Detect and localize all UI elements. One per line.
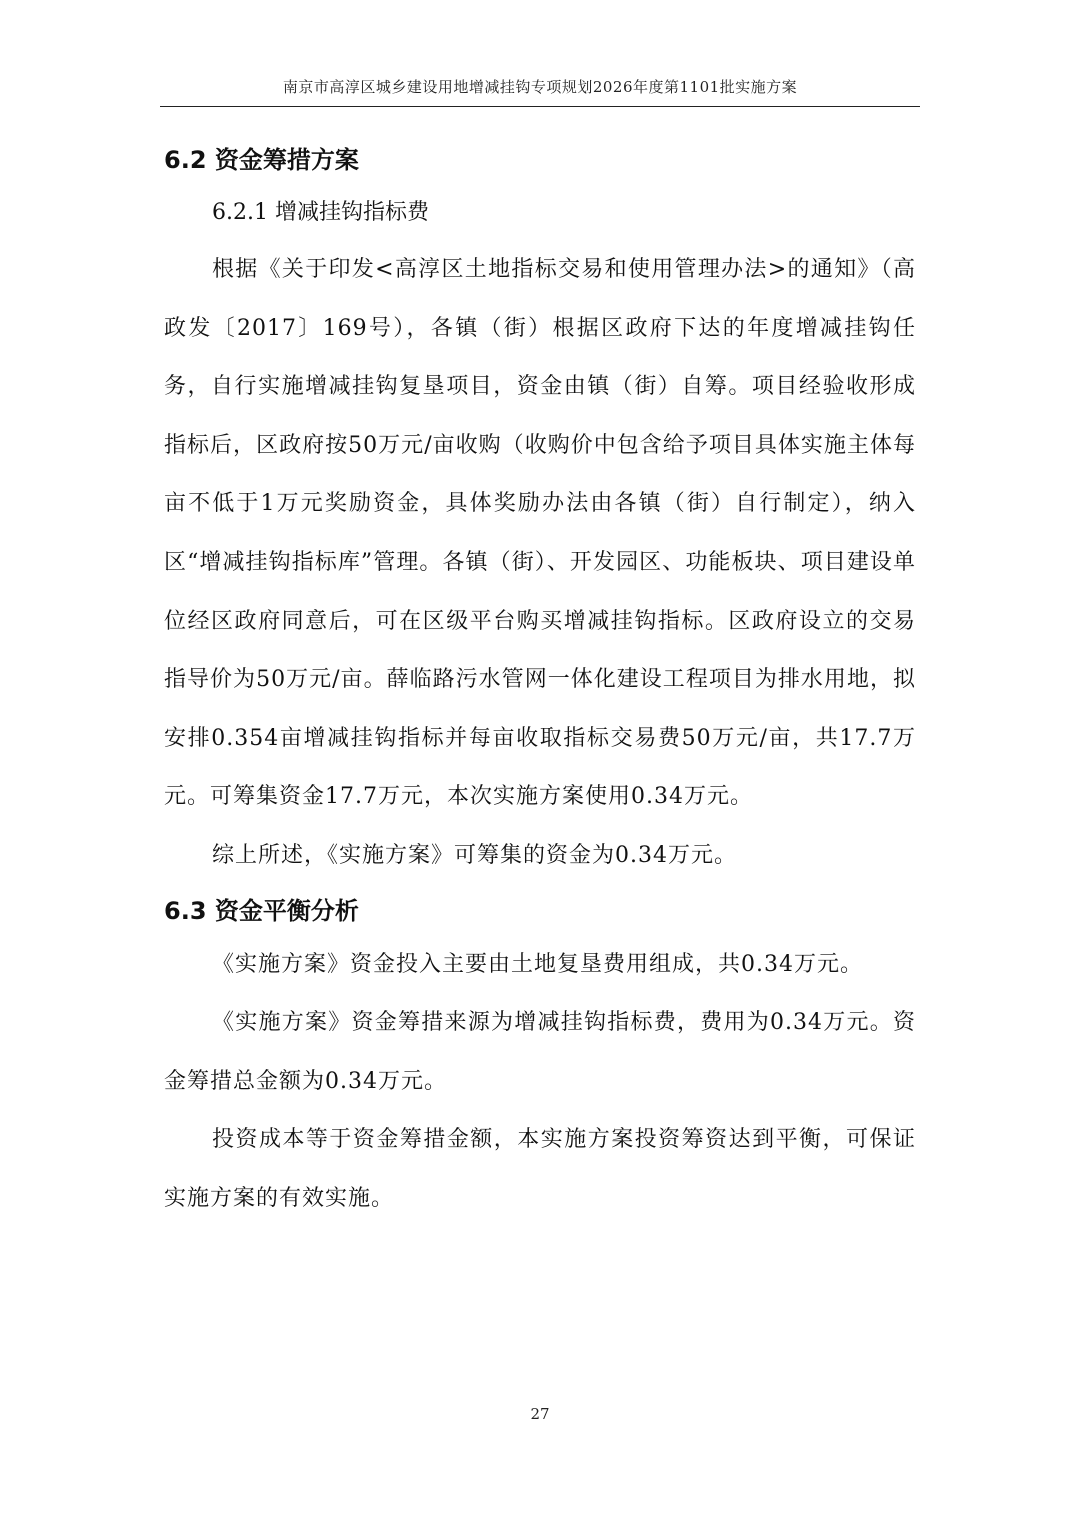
header-divider bbox=[160, 106, 920, 107]
subsection-heading-6-2-1: 6.2.1 增减挂钩指标费 bbox=[212, 200, 429, 225]
page-content bbox=[164, 135, 916, 1229]
paragraph-6-3-funding: 《实施方案》资金筹措来源为增减挂钩指标费，费用为0.34万元。资金筹措总金额为0.34万元。 bbox=[164, 1010, 916, 1094]
section-heading-6-3: 6.3 资金平衡分析 bbox=[164, 896, 359, 925]
paragraph-6-2-summary: 综上所述，《实施方案》可筹集的资金为0.34万元。 bbox=[212, 842, 737, 868]
section-heading-6-2: 6.2 资金筹措方案 bbox=[164, 146, 359, 174]
paragraph-6-3-balance: 投资成本等于资金筹措金额，本实施方案投资筹资达到平衡，可保证实施方案的有效实施。 bbox=[164, 1127, 916, 1211]
paragraph-6-3-investment: 《实施方案》资金投入主要由土地复垦费用组成，共0.34万元。 bbox=[212, 951, 863, 977]
page-number: 27 bbox=[530, 1405, 550, 1423]
running-header: 南京市高淳区城乡建设用地增减挂钩专项规划2026年度第1101批实施方案 bbox=[282, 78, 798, 96]
paragraph-6-2-1-body: 根据《关于印发<高淳区土地指标交易和使用管理办法>的通知》（高政发〔2017〕169号），各镇（街）根据区政府下达的年度增减挂钩任务，自行实施增减挂钩复垦项目，资金由镇（街）自筹。项目经验收形成指标后，区政府按50万元/亩收购（收购价中包含给予项目具体实施主体每亩不低于1万元奖励资金，具体奖励办法由各镇（街）自行制定），纳入区“增减挂钩指标库”管理。各镇（街）、开发园区、功能板块、项目建设单位经区政府同意后，可在区级平台购买增减挂钩指标。区政府设立的交易指导价为50万元/亩。薛临路污水管网一体化建设工程项目为排水用地，拟安排0.354亩增减挂钩指标并每亩收取指标交易费50万元/亩，共17.7万元。可筹集资金17.7万元，本次实施方案使用0.34万元。 bbox=[164, 257, 916, 810]
